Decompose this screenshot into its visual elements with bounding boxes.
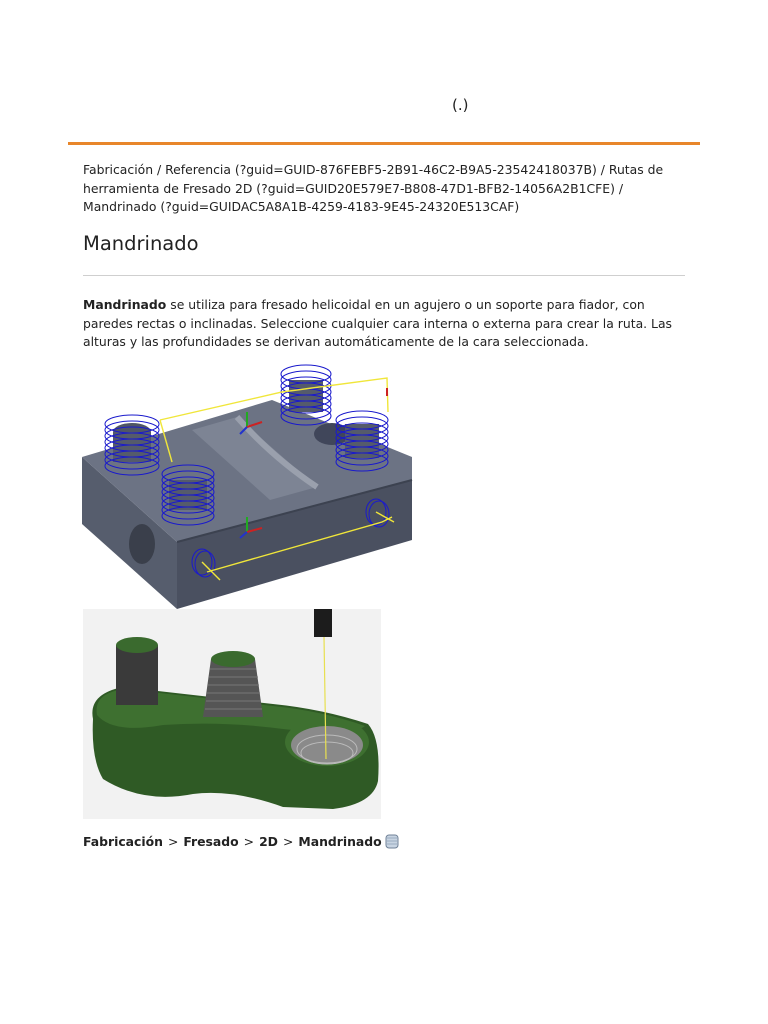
sim-left-post (116, 645, 158, 705)
sim-threaded-boss (203, 659, 263, 717)
bore-toolpath-illustration (82, 362, 414, 610)
page-title: Mandrinado (83, 232, 199, 255)
menu-separator: > (167, 834, 179, 849)
side-hole (129, 524, 155, 564)
header-accent-rule (68, 142, 700, 145)
intro-paragraph (83, 296, 683, 352)
sim-left-post-top (116, 637, 158, 653)
menu-separator: > (243, 834, 255, 849)
header-mark: (.) (452, 96, 469, 114)
breadcrumb[interactable]: Fabricación / Referencia (?guid=GUID-876FEBF5-2B91-46C2-B9A5-23542418037B) / Rutas de herramienta de Fresado 2D (?guid=GUID20E579E7-B808-47D1-BFB2-14056A2B1CFE) / Mandrinado (?guid=GUIDAC5A8A1B-4259-4183-9E45-24320E513CAF) (83, 162, 664, 214)
sim-bore-hole (291, 726, 363, 764)
sim-threaded-boss-top (211, 651, 255, 667)
intro-term: Mandrinado (83, 297, 167, 312)
title-divider (83, 275, 685, 276)
sim-tool (314, 609, 332, 637)
intro-text: se utiliza para fresado helicoidal en un agujero o un soporte para fiador, con paredes rectas o inclinadas. Seleccione cualquier cara interna o externa para crear la ruta. Las alturas y las profundidades se derivan automáticamente de la cara seleccionada. (83, 297, 673, 349)
menu-path (83, 833, 399, 850)
simulation-render (83, 609, 381, 819)
menu-item-fresado[interactable]: Fresado (183, 834, 239, 849)
menu-item-fabricacion[interactable]: Fabricación (83, 834, 163, 849)
menu-item-2d[interactable]: 2D (259, 834, 278, 849)
bore-icon (385, 833, 399, 850)
menu-item-mandrinado[interactable]: Mandrinado (298, 834, 382, 849)
menu-separator: > (282, 834, 294, 849)
